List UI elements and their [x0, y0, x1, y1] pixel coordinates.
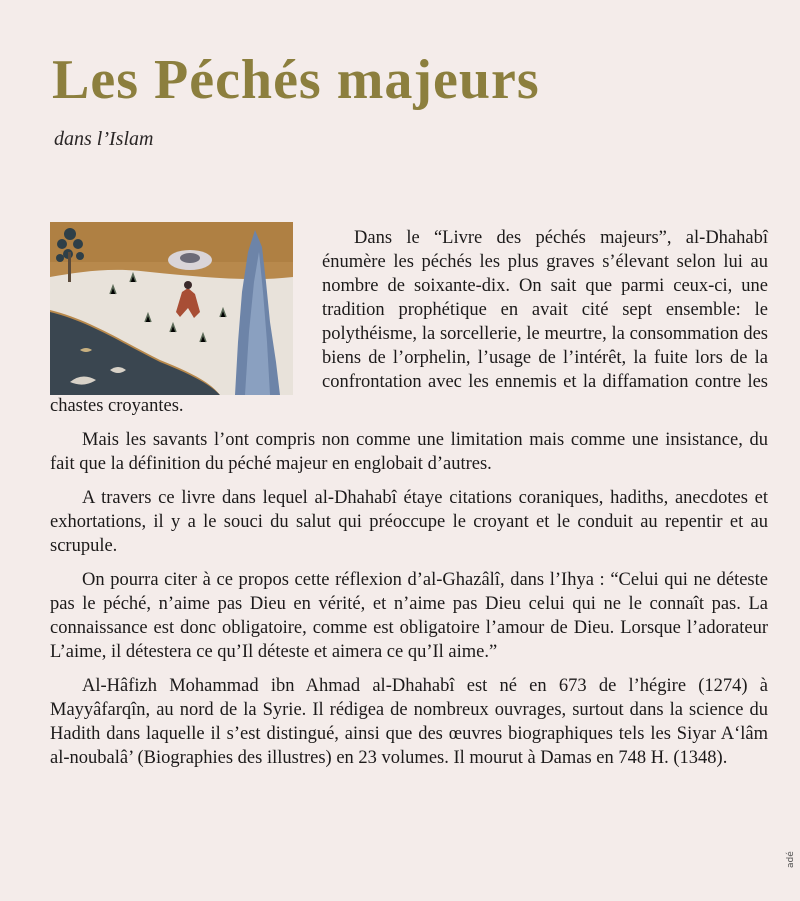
paragraph-2: Mais les savants l’ont compris non comme une limitation mais comme une insistance, du fait que la définition du péché majeur en englobait d’autres.	[50, 430, 768, 474]
page-title: Les Péchés majeurs	[52, 49, 540, 111]
paragraph-4: On pourra citer à ce propos cette réflexion d’al-Ghazâlî, dans l’Ihya : “Celui qui ne déteste pas le péché, n’aime pas Dieu en vérité, et n’aime pas Dieu celui qui ne le connaît pas. La connaissance est donc obligatoire, comme est obligatoire l’amour de Dieu. Lorsque l’adorateur L’aime, il détestera ce qu’Il déteste et aimera ce qu’Il aime.”	[50, 570, 768, 662]
article-body	[50, 226, 768, 780]
image-wrap-space	[50, 226, 322, 394]
paragraph-5: Al-Hâfizh Mohammad ibn Ahmad al-Dhahabî est né en 673 de l’hégire (1274) à Mayyâfarqîn, au nord de la Syrie. Il rédigea de nombreux ouvrages, surtout dans la science du Hadith dans laquelle il s’est distingué, ainsi que des œuvres biographiques tels les Siyar A‘lâm al-noubalâ’ (Biographies des illustres) en 23 volumes. Il mourut à Damas en 748 H. (1348).	[50, 676, 768, 768]
paragraph-1: Dans le “Livre des péchés majeurs”, al-Dhahabî énumère les péchés les plus graves s’élevant selon lui au nombre de soixante-dix. On sait que parmi ceux-ci, une tradition prophétique en avait cité sept ensemble: le polythéisme, la sorcellerie, le meurtre, la consommation des biens de l’orphelin, l’usage de l’intérêt, la fuite lors de la confrontation avec les ennemis et la diffamation contre les chastes croyantes.	[50, 228, 768, 416]
photo-credit: adé	[786, 851, 796, 868]
page-subtitle: dans l’Islam	[54, 128, 154, 150]
paragraph-3: A travers ce livre dans lequel al-Dhahabî étaye citations coraniques, hadiths, anecdotes et exhortations, il y a le souci du salut qui préoccupe le croyant et le conduit au repentir et au scrupule.	[50, 488, 768, 556]
